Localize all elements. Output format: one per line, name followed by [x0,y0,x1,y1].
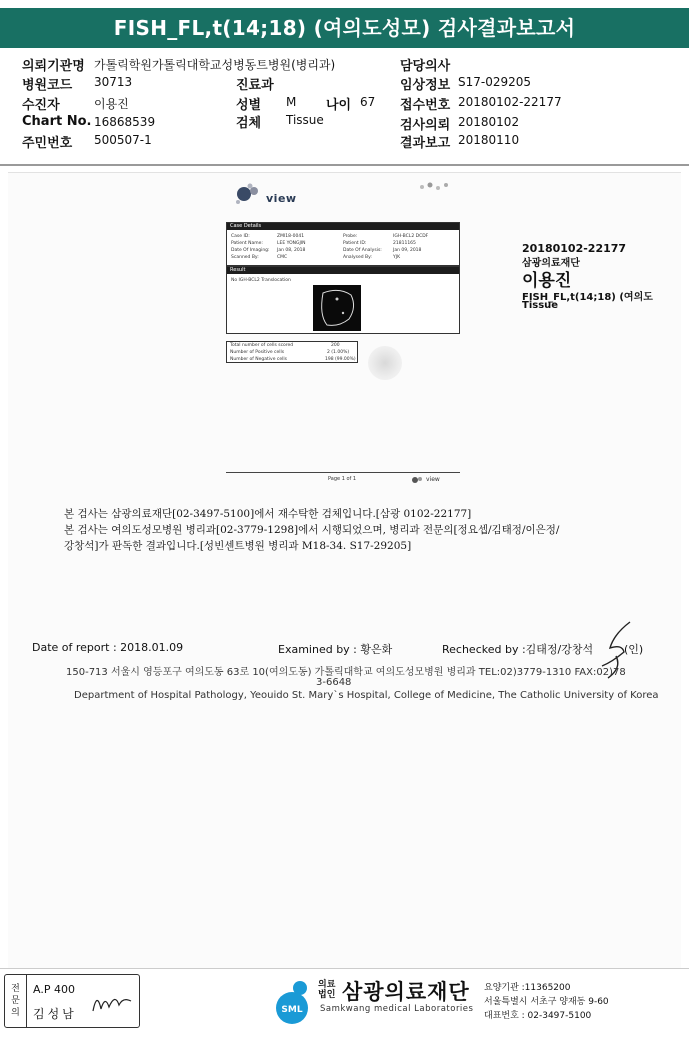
sticker-org: 삼광의료재단 [522,258,580,269]
result-header: Result [227,267,459,274]
ap-text: A.P 400 [33,983,75,996]
patient-name-value: LEE YONGJIN [277,241,306,246]
analysed-by-value: YJK [393,255,401,260]
resident-label: 주민번호 [22,136,73,151]
sml-badge-text: SML [281,1005,303,1015]
remark-line-2: 본 검사는 여의도성모병원 병리과[02-3779-1298]에서 시행되었으며, 병리과 전문의[정요셉/김태정/이은정/ [64,524,560,536]
chart-value: 16868539 [94,115,156,129]
date-analysis-label: Date Of Analysis: [343,248,382,253]
resident-value: 500507-1 [94,133,152,147]
result-report-value: 20180110 [458,133,520,147]
org-address: 서울특별시 서초구 양재동 9-60 [484,997,609,1007]
positive-label: Number of Positive cells [230,350,285,355]
physician-signature-icon [89,987,135,1017]
patient-name-label: Patient Name: [231,241,263,246]
scanned-by-value: CMC [277,255,288,260]
remark-line-1: 본 검사는 삼광의료재단[02-3497-5100]에서 재수탁한 검체입니다.[삼광 0102-22177] [64,508,472,520]
negative-value: 198 (99.00%) [325,357,356,362]
total-cells-value: 200 [331,343,340,348]
analysed-by-label: Analysed By: [343,255,372,260]
scanned-by-label: Scanned By: [231,255,259,260]
age-value: 67 [360,95,376,109]
department-label: 진료과 [236,78,274,93]
specialist-vertical-label [5,975,27,1027]
remark-line-3: 강창석]가 판독한 결과입니다.[성빈센트병원 병리과 M18-34. S17-29205] [64,540,412,552]
institution-label: 의뢰기관명 [22,59,85,74]
doctor-label: 담당의사 [400,59,451,74]
patient-id-label: Patient ID: [343,241,367,246]
corner-dots-icon [418,180,454,194]
clinical-info-value: S17-029205 [458,75,532,89]
patient-label: 수진자 [22,98,60,113]
total-cells-label: Total number of cells scored [230,343,294,348]
date-analysis-value: Jan 09, 2018 [393,248,422,253]
org-small-1: 의료 [318,980,336,990]
address-line-2: 3-6648 [316,677,352,688]
vertical-char-3: 의 [11,1008,20,1018]
vertical-char-2: 문 [11,996,20,1006]
probe-label: Probe: [343,234,358,239]
clinical-info-label: 임상정보 [400,78,451,93]
date-imaging-label: Date Of Imaging: [231,248,270,253]
specimen-value: Tissue [286,113,324,127]
positive-value: 2 (1.00%) [327,350,350,355]
institution-value: 가톨릭학원가톨릭대학교성병동트병원(병리과) [94,58,336,72]
department-line: Department of Hospital Pathology, Yeouido St. Mary`s Hospital, College of Medicine, The Catholic University of Korea [74,690,659,701]
rechecked-seal: (인) [624,643,644,656]
examined-by: Examined by : 황은화 [278,643,393,656]
faded-stamp-icon [368,346,402,380]
negative-label: Number of Negative cells [230,357,287,362]
chart-label: Chart No. [22,114,92,129]
org-small-2: 법인 [318,990,336,1000]
org-phone: 대표번호 : 02-3497-5100 [484,1011,592,1021]
patient-value: 이용진 [94,97,129,111]
sex-label: 성별 [236,98,262,113]
small-bioview-logo-text: view [426,476,440,483]
header-divider [0,164,689,166]
org-english-name: Samkwang medical Laboratories [320,1004,474,1014]
request-value: 20180102 [458,115,520,129]
sml-logo-icon [272,976,316,1026]
physician-signature-box [4,974,140,1028]
sticker-specimen: Tissue [522,300,559,311]
license-number: 요양기관 :11365200 [484,983,571,993]
sex-value: M [286,95,297,109]
cell-count-table [226,341,358,363]
fish-cell-image [313,285,361,331]
result-report-label: 결과보고 [400,136,451,151]
request-label: 검사의뢰 [400,118,451,133]
scan-footer-line [226,472,460,473]
specimen-label-sticker [510,236,660,318]
age-label: 나이 [326,98,352,113]
sticker-test-name: FISH_FL,t(14;18) (여의도 [522,292,653,303]
bioview-logo-icon [230,182,270,208]
vertical-char-1: 전 [11,984,20,994]
case-details-header: Case Details [227,223,459,230]
small-bioview-logo-icon [410,475,424,485]
case-details-table [226,222,460,266]
date-of-report: Date of report : 2018.01.09 [32,641,184,654]
hospital-code-label: 병원코드 [22,78,73,93]
result-text: No IGH-BCL2 Translocation [231,278,291,283]
physician-name: 김성남 [33,1007,77,1021]
case-id-label: Case ID: [231,234,250,239]
receipt-value: 20180102-22177 [458,95,562,109]
probe-value: IGH-BCL2 DCDF [393,234,429,239]
hospital-code-value: 30713 [94,75,133,89]
specimen-label: 검체 [236,116,262,131]
case-id-value: ZMI18-0041 [277,234,305,239]
date-imaging-value: Jan 08, 2018 [277,248,306,253]
address-line-1: 150-713 서울시 영등포구 여의도동 63로 10(여의도동) 가톨릭대학교 여의도성모병원 병리과 TEL:02)3779-1310 FAX:02)78 [66,667,626,678]
rechecked-by: Rechecked by :김태정/강창석 [442,643,594,656]
sticker-patient-name: 이용진 [522,271,572,291]
report-title: FISH_FL,t(14;18) (여의도성모) 검사결과보고서 [0,8,689,48]
patient-id-value: 21811165 [393,241,416,246]
result-table [226,266,460,334]
org-name: 삼광의료재단 [342,980,470,1004]
sticker-receipt-number: 20180102-22177 [522,242,627,255]
bioview-logo-text: view [266,192,297,205]
receipt-label: 접수번호 [400,98,451,113]
patient-info-block [0,50,689,166]
org-type-label [318,980,335,1000]
scan-page-text: Page 1 of 1 [328,476,357,482]
